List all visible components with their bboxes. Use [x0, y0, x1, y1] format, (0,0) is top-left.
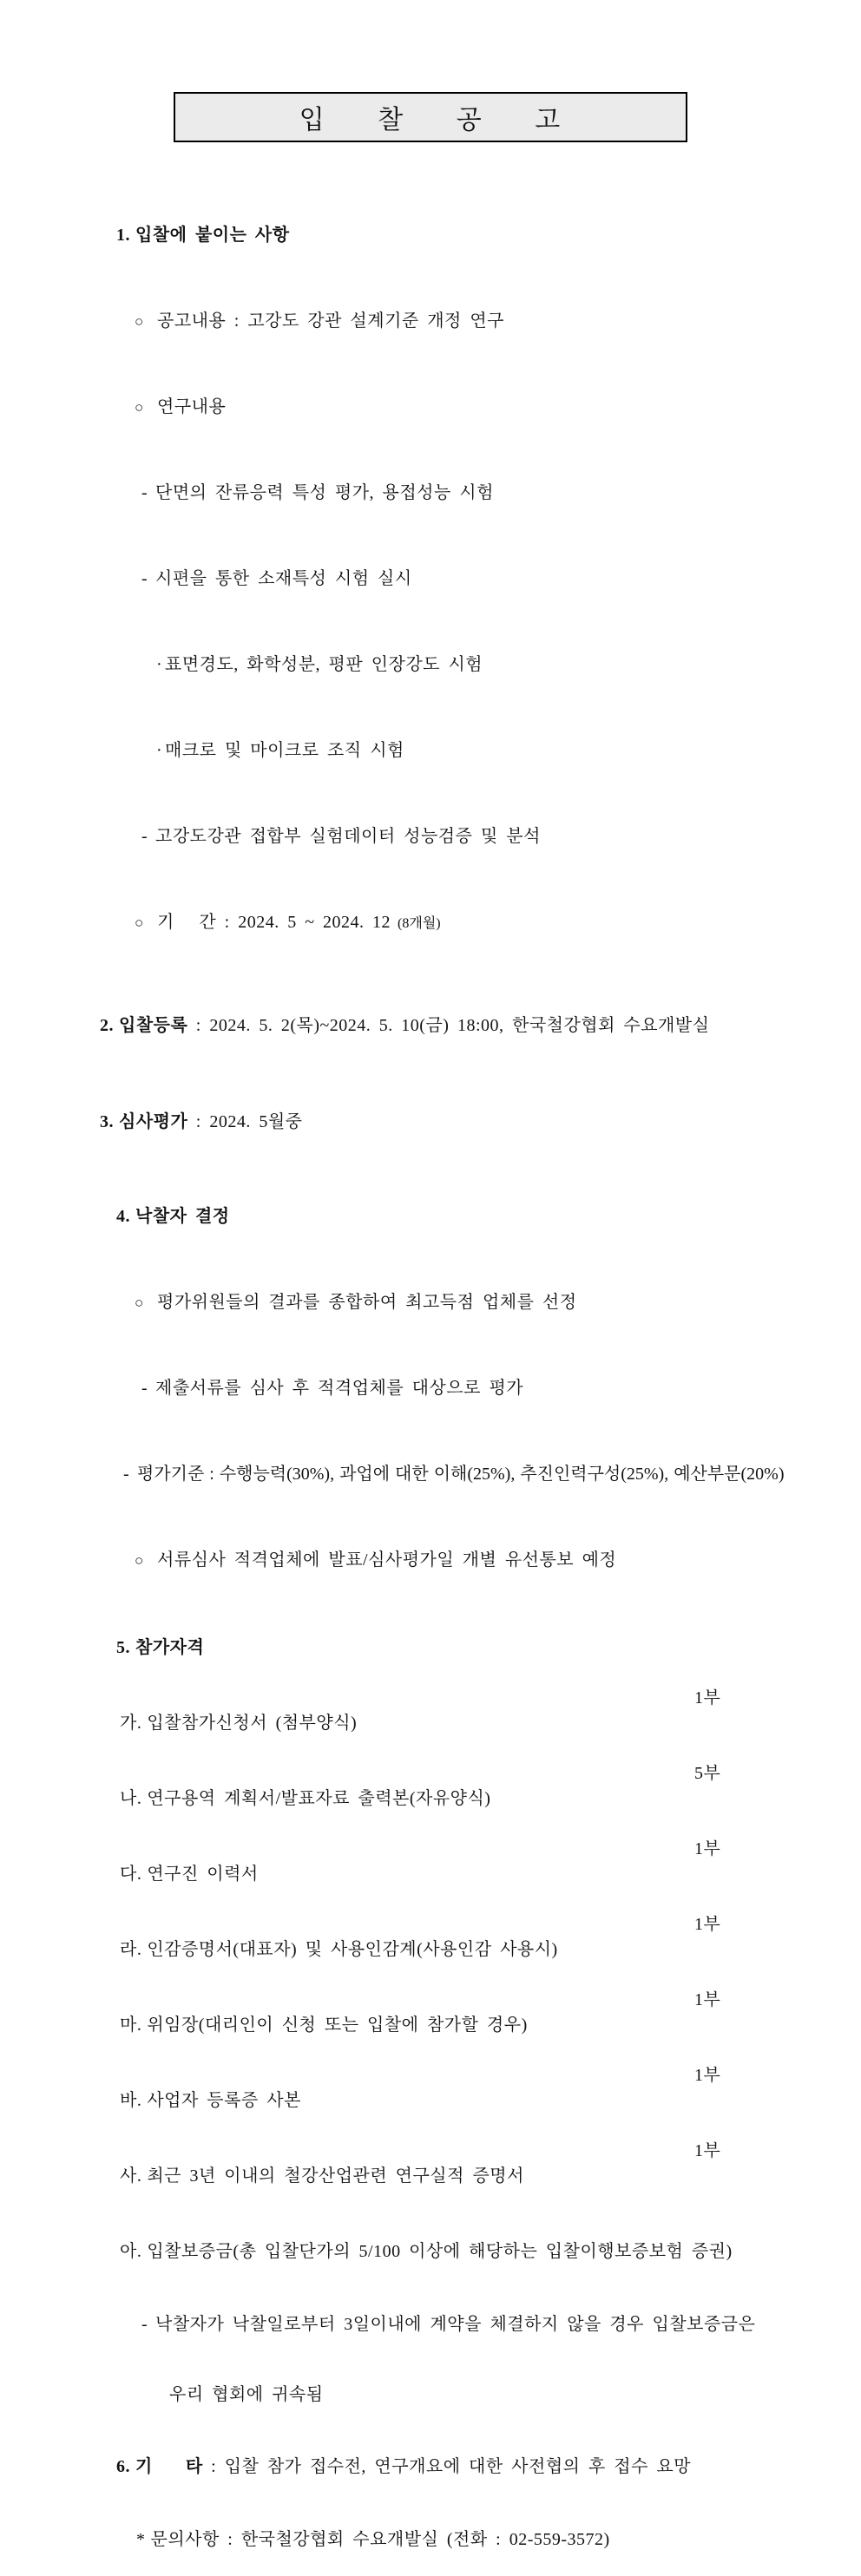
item-text: 입찰보증금(총 입찰단가의 5/100 이상에 해당하는 입찰이행보증보험 증권)	[147, 2242, 733, 2261]
section-1-heading	[0, 193, 861, 279]
list-item	[0, 794, 861, 880]
section-title: 기 타	[135, 2457, 203, 2476]
item-text: 인감증명서(대표자) 및 사용인감계(사용인감 사용시)	[147, 1940, 558, 1959]
item-text: 연구진 이력서	[147, 1865, 259, 1884]
copy-count: 1부	[694, 1839, 721, 1858]
item-text: 입찰참가신청서 (첨부양식)	[147, 1714, 358, 1733]
dash-bullet: -	[141, 483, 148, 502]
section-4-heading	[0, 1174, 861, 1260]
item-label: 가.	[120, 1714, 142, 1733]
item-label: 마.	[120, 2016, 142, 2035]
circle-bullet: ○	[135, 399, 144, 416]
deposit-forfeit-note	[0, 2290, 861, 2360]
section-title: 입찰에 붙이는 사항	[135, 226, 290, 245]
section-number: 2.	[100, 1016, 114, 1035]
item-label: 아.	[120, 2242, 142, 2261]
asterisk-mark: *	[136, 2530, 146, 2549]
section-2-heading	[0, 983, 861, 1069]
item-text: 낙찰자가 낙찰일로부터 3일이내에 계약을 체결하지 않을 경우 입찰보증금은	[155, 2315, 756, 2334]
item-text: 단면의 잔류응력 특성 평가, 용접성능 시험	[155, 483, 494, 502]
checklist-item	[0, 1686, 861, 1761]
item-label: 사.	[120, 2166, 142, 2186]
copy-count: 1부	[694, 1990, 721, 2009]
section-6	[0, 2430, 861, 2576]
list-item	[0, 536, 861, 622]
item-label: 다.	[120, 1865, 142, 1884]
item-text: 표면경도, 화학성분, 평판 인장강도 시험	[165, 655, 483, 674]
list-item	[0, 279, 861, 364]
dot-bullet: ·	[156, 655, 163, 674]
section-title: 입찰등록	[119, 1016, 188, 1035]
heading-detail: : 입찰 참가 접수전, 연구개요에 대한 사전협의 후 접수 요망	[202, 2457, 692, 2476]
dot-bullet: ·	[156, 741, 163, 760]
section-5	[0, 1610, 861, 2430]
copy-count: 1부	[694, 1915, 721, 1934]
checklist-item	[0, 2063, 861, 2139]
checklist-item	[0, 1837, 861, 1912]
copy-count: 1부	[694, 2141, 721, 2160]
document-page	[0, 92, 861, 2549]
item-text: 최근 3년 이내의 철강산업관련 연구실적 증명서	[147, 2166, 524, 2186]
list-item	[0, 1517, 861, 1603]
list-item	[0, 364, 861, 450]
list-item	[0, 1346, 861, 1432]
item-text: 사업자 등록증 사본	[147, 2091, 301, 2110]
dash-bullet: -	[141, 1379, 148, 1398]
item-label: 라.	[120, 1940, 142, 1959]
section-number: 1.	[116, 226, 130, 245]
circle-bullet: ○	[135, 1295, 144, 1311]
item-text: 공고내용 : 고강도 강관 설계기준 개정 연구	[157, 311, 504, 331]
contact-text: 문의사항 : 한국철강협회 수요개발실 (전화 : 02-559-3572)	[150, 2530, 610, 2549]
item-label: 나.	[120, 1789, 142, 1808]
item-text: 위임장(대리인이 신청 또는 입찰에 참가할 경우)	[147, 2016, 528, 2035]
list-item	[0, 1260, 861, 1346]
circle-bullet: ○	[135, 914, 144, 931]
copy-count: 5부	[694, 1764, 721, 1783]
item-text: 시편을 통한 소재특성 시험 실시	[155, 569, 412, 588]
section-4	[0, 1174, 861, 1603]
dash-bullet: -	[141, 827, 148, 846]
checklist-item	[0, 1912, 861, 1988]
dash-bullet: -	[141, 569, 148, 588]
item-label: 바.	[120, 2091, 142, 2110]
item-text: 평가위원들의 결과를 종합하여 최고득점 업체를 선정	[157, 1293, 577, 1312]
page-title: 입 찰 공 고	[299, 106, 562, 134]
checklist-item	[0, 2214, 861, 2290]
circle-bullet: ○	[135, 313, 144, 330]
heading-detail: : 2024. 5월중	[187, 1112, 303, 1131]
section-number: 6.	[116, 2457, 130, 2476]
item-text: 연구내용	[157, 397, 227, 416]
item-text: 연구용역 계획서/발표자료 출력본(자유양식)	[147, 1789, 491, 1808]
contact-note	[0, 2503, 861, 2576]
list-item	[0, 708, 861, 794]
copy-count: 1부	[694, 2066, 721, 2085]
list-item	[0, 1432, 861, 1517]
item-text: 기 간 : 2024. 5 ~ 2024. 12	[157, 913, 391, 932]
dash-bullet: -	[141, 2315, 148, 2334]
deposit-forfeit-note-continued	[0, 2360, 861, 2430]
checklist-item	[0, 2139, 861, 2214]
section-1	[0, 193, 861, 967]
section-3-heading	[0, 1079, 861, 1165]
section-6-heading	[0, 2430, 861, 2503]
heading-detail: : 2024. 5. 2(목)~2024. 5. 10(금) 18:00, 한국철강협회 수요개발실	[187, 1016, 710, 1035]
section-number: 4.	[116, 1207, 130, 1226]
item-text: 제출서류를 심사 후 적격업체를 대상으로 평가	[155, 1379, 524, 1398]
item-text: 고강도강관 접합부 실험데이터 성능검증 및 분석	[155, 827, 541, 846]
item-text: 서류심사 적격업체에 발표/심사평가일 개별 유선통보 예정	[157, 1550, 617, 1570]
list-item	[0, 450, 861, 536]
list-item	[0, 622, 861, 708]
circle-bullet: ○	[135, 1552, 144, 1569]
item-text: 매크로 및 마이크로 조직 시험	[165, 741, 404, 760]
checklist-item	[0, 1761, 861, 1837]
section-title: 낙찰자 결정	[135, 1207, 230, 1226]
dash-bullet: -	[123, 1465, 129, 1484]
list-item	[0, 880, 861, 967]
checklist-item	[0, 1988, 861, 2063]
section-title: 참가자격	[135, 1638, 205, 1657]
duration-note: (8개월)	[398, 916, 441, 931]
title-box	[174, 92, 687, 142]
item-text: 우리 협회에 귀속됨	[169, 2385, 324, 2404]
section-title: 심사평가	[119, 1112, 188, 1131]
section-5-heading	[0, 1610, 861, 1686]
section-number: 5.	[116, 1638, 130, 1657]
section-number: 3.	[100, 1112, 114, 1131]
item-text: 평가기준 : 수행능력(30%), 과업에 대한 이해(25%), 추진인력구성(25%), 예산부문(20%)	[137, 1465, 785, 1484]
copy-count: 1부	[694, 1688, 721, 1708]
